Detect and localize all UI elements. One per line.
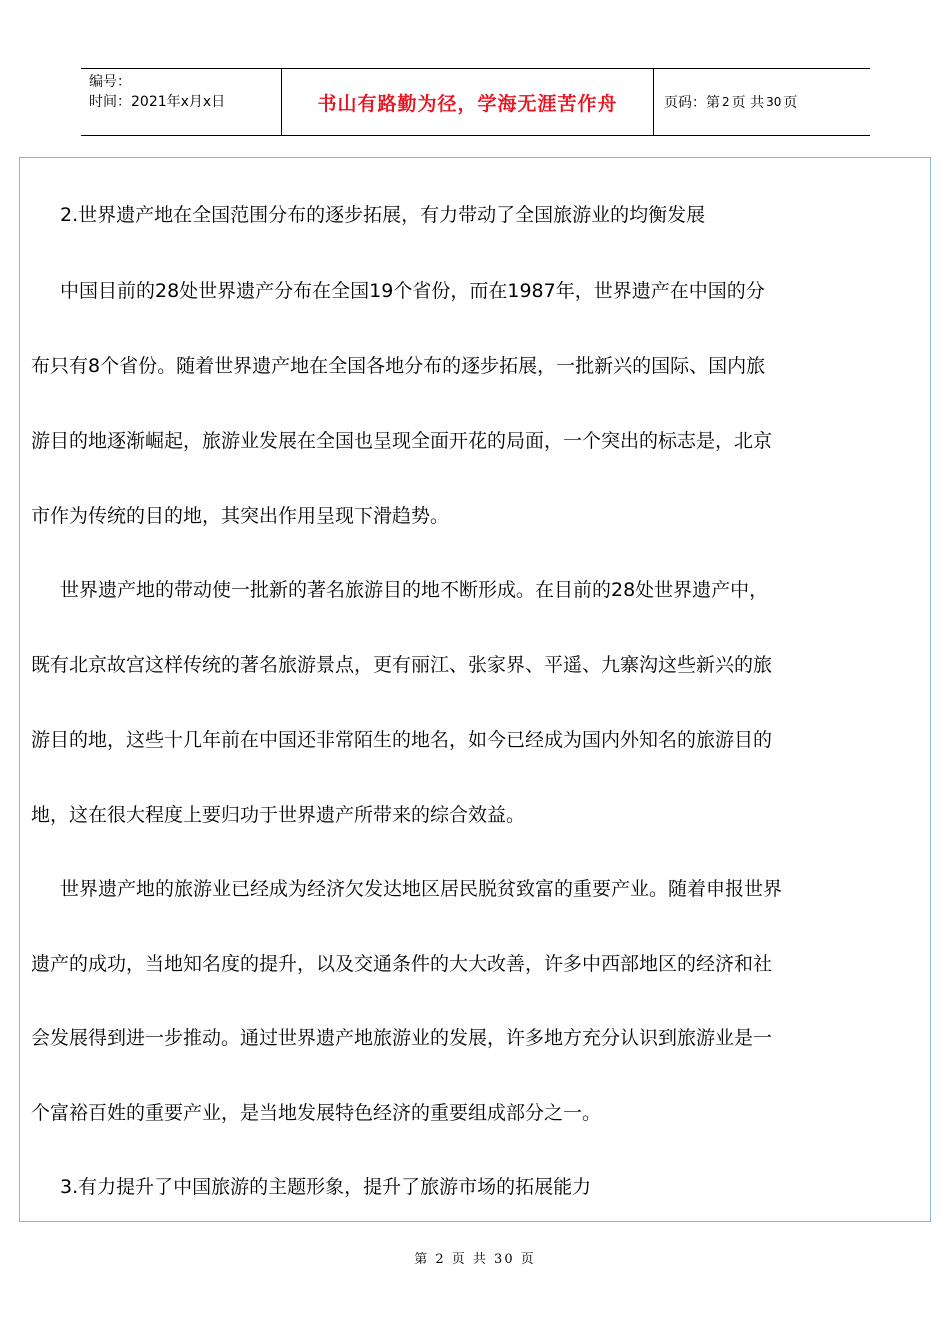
section-heading: 2.世界遗产地在全国范围分布的逐步拓展，有力带动了全国旅游业的均衡发展 <box>60 204 706 226</box>
text-line: 游目的地，这些十几年前在中国还非常陌生的地名，如今已经成为国内外知名的旅游目的 <box>31 729 773 751</box>
text-line: 游目的地逐渐崛起，旅游业发展在全国也呈现全面开花的局面，一个突出的标志是，北京 <box>31 430 773 452</box>
text-line: 世界遗产地的旅游业已经成为经济欠发达地区居民脱贫致富的重要产业。随着申报世界 <box>60 878 783 900</box>
text-line: 市作为传统的目的地，其突出作用呈现下滑趋势。 <box>31 505 450 527</box>
page-mid: 页 共 <box>731 95 765 111</box>
text-line: 既有北京故宫这样传统的著名旅游景点，更有丽江、张家界、平遥、九寨沟这些新兴的旅 <box>31 654 773 676</box>
time-label: 时间：2021年x月x日 <box>89 94 226 110</box>
text-line: 个富裕百姓的重要产业，是当地发展特色经济的重要组成部分之一。 <box>31 1102 602 1124</box>
page-footer: 第 2 页 共 30 页 <box>414 1252 536 1267</box>
text-line: 布只有8个省份。随着世界遗产地在全国各地分布的逐步拓展，一批新兴的国际、国内旅 <box>31 355 766 377</box>
text-line: 会发展得到进一步推动。通过世界遗产地旅游业的发展，许多地方充分认识到旅游业是一 <box>31 1027 773 1049</box>
serial-label: 编号： <box>89 74 131 90</box>
page-header <box>81 68 870 136</box>
content-frame <box>19 157 931 1222</box>
text-line: 地，这在很大程度上要归功于世界遗产所带来的综合效益。 <box>31 804 526 826</box>
text-line: 世界遗产地的带动使一批新的著名旅游目的地不断形成。在目前的28处世界遗产中， <box>60 579 769 601</box>
section-heading: 3.有力提升了中国旅游的主题形象，提升了旅游市场的拓展能力 <box>60 1176 592 1198</box>
text-line: 遗产的成功，当地知名度的提升，以及交通条件的大大改善，许多中西部地区的经济和社 <box>31 953 773 975</box>
text-line: 中国目前的28处世界遗产分布在全国19个省份，而在1987年，世界遗产在中国的分 <box>60 280 765 302</box>
header-motto: 书山有路勤为径，学海无涯苦作舟 <box>281 69 654 135</box>
page-total: 30 <box>766 95 782 109</box>
header-page-number <box>654 69 870 135</box>
page-suffix: 页 <box>783 95 798 111</box>
page-prefix: 页码：第 <box>664 95 720 111</box>
header-meta <box>81 69 281 135</box>
page-current: 2 <box>722 95 730 109</box>
